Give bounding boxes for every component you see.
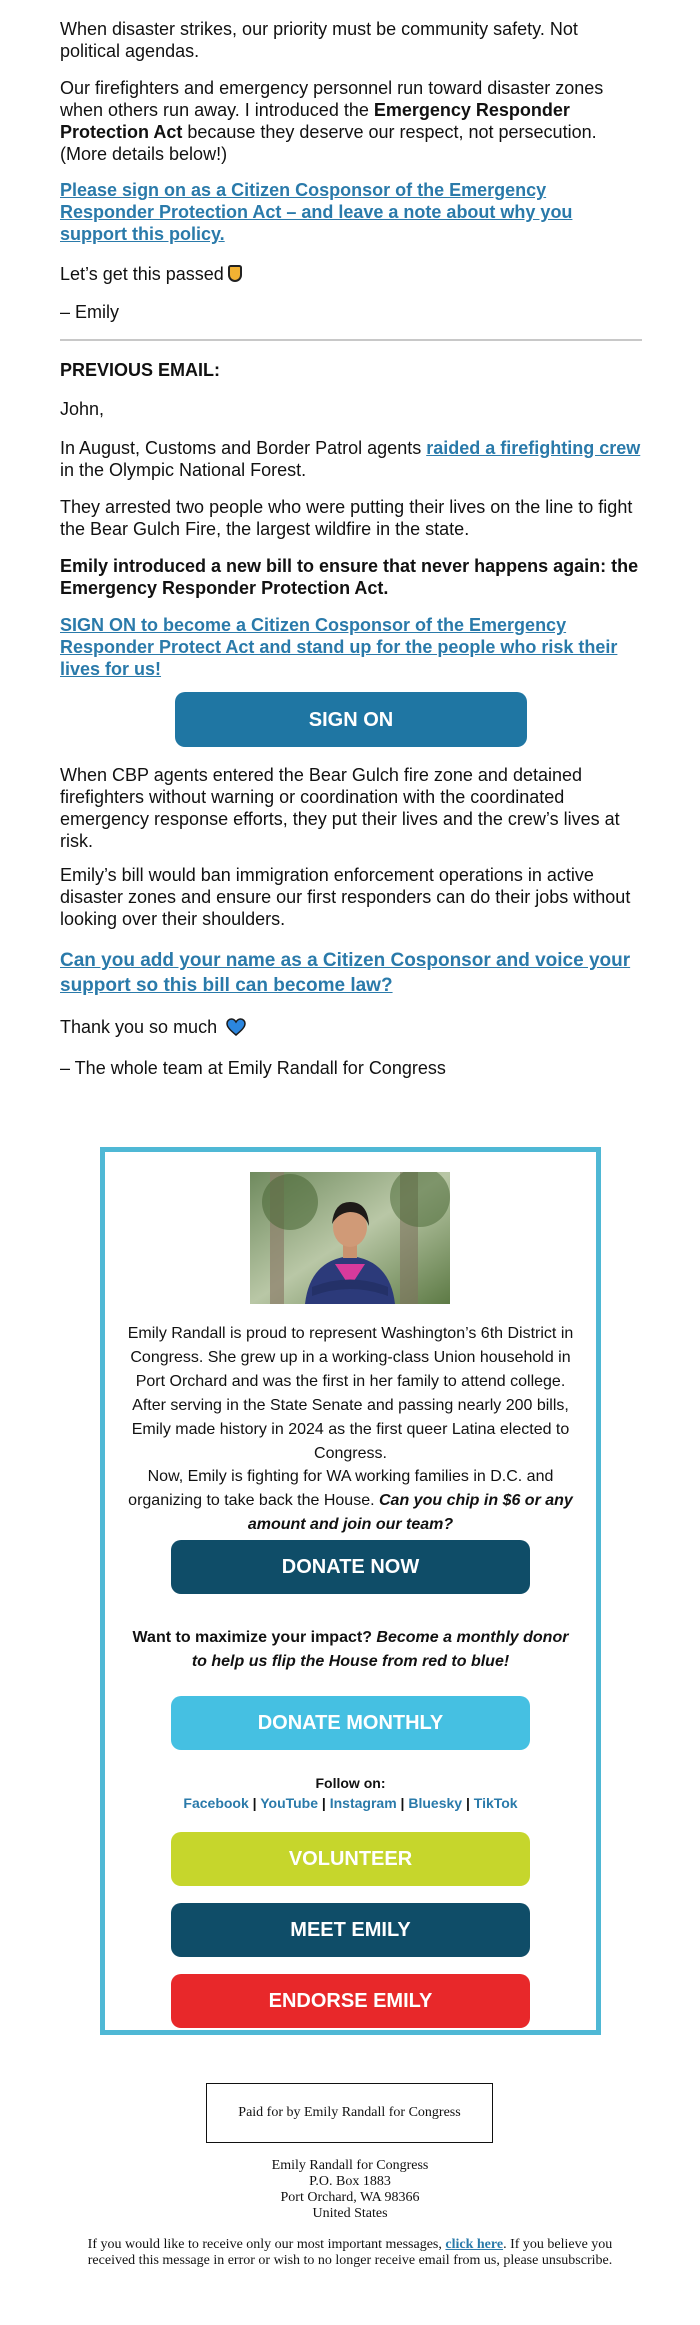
monthly-text-b: Become a monthly donor to help us flip the House from red to blue! — [191, 1629, 569, 1670]
address-line-4: United States — [312, 2206, 388, 2221]
address-line-1: Emily Randall for Congress — [271, 2158, 429, 2173]
unsub-text-b: . If you believe you received this message in error or wish to no longer receive email from us, please unsubscribe. — [87, 2237, 613, 2268]
sign-on-link[interactable]: SIGN ON to become a Citizen Cosponsor of the Emergency Responder Protect Act and stand up for the people who risk their lives for us! — [60, 615, 618, 679]
shield-emoji-icon — [228, 265, 242, 282]
youtube-link[interactable]: YouTube — [260, 1795, 319, 1811]
cosponsor-link-2[interactable]: Can you add your name as a Citizen Cosponsor and voice your support so this bill can become law? — [60, 950, 631, 996]
prev-p1-text-b: in the Olympic National Forest. — [60, 460, 307, 480]
address-line-2: P.O. Box 1883 — [309, 2174, 391, 2189]
team-signature: – The whole team at Emily Randall for Congress — [60, 1058, 446, 1078]
raided-crew-link[interactable]: raided a firefighting crew — [426, 438, 641, 458]
emily-photo — [250, 1172, 450, 1304]
intro-p2-text-a: Our firefighters and emergency personnel run toward disaster zones when others run away. I introduced the — [60, 78, 604, 120]
follow-on-label: Follow on: — [315, 1775, 386, 1791]
signature-emily: – Emily — [60, 302, 120, 322]
candidate-card — [100, 1147, 601, 2035]
previous-paragraph-2: They arrested two people who were putting their lives on the line to fight the Bear Gulch Fire, the largest wildfire in the state. — [60, 497, 633, 539]
endorse-emily-button[interactable]: ENDORSE EMILY — [171, 1974, 530, 2028]
intro-cta-paragraph — [60, 179, 642, 245]
lets-text: Let’s get this passed — [60, 264, 224, 284]
intro-p2-text-b: because they deserve our respect, not persecution. (More details below!) — [60, 122, 597, 164]
blue-heart-emoji-icon — [226, 1018, 246, 1036]
sign-on-button[interactable]: SIGN ON — [175, 692, 527, 747]
previous-cta-paragraph-2 — [60, 948, 642, 998]
thanks-text: Thank you so much — [60, 1017, 218, 1037]
facebook-link[interactable]: Facebook — [183, 1795, 249, 1811]
monthly-paragraph — [125, 1626, 576, 1674]
bio-paragraph: Emily Randall is proud to represent Washington’s 6th District in Congress. She grew up in a working-class Union household in Port Orchard and was the first in her family to attend college. After serving in the State Senate and passing nearly 200 bills, Emily made history in 2024 as the first queer Latina elected to Congress. — [127, 1325, 574, 1462]
lets-get-this-passed — [60, 263, 642, 285]
previous-paragraph-4: When CBP agents entered the Bear Gulch fire zone and detained firefighters without warning or coordination with the coordinated emergency response efforts, they put their lives and the crew’s lives at risk. — [60, 765, 620, 851]
prev-p1-text-a: In August, Customs and Border Patrol agents — [60, 438, 427, 458]
monthly-text-a: Want to maximize your impact? — [132, 1629, 377, 1646]
instagram-link[interactable]: Instagram — [329, 1795, 397, 1811]
unsub-text-a: If you would like to receive only our most important messages, — [87, 2237, 446, 2252]
social-links: Facebook | YouTube | Instagram | Bluesky | TikTok — [183, 1795, 518, 1811]
previous-cta-paragraph — [60, 614, 642, 680]
greeting: John, — [60, 399, 105, 419]
previous-paragraph-1 — [60, 437, 642, 481]
mailing-address — [0, 2158, 700, 2222]
address-line-3: Port Orchard, WA 98366 — [280, 2190, 420, 2205]
donate-now-button[interactable]: DONATE NOW — [171, 1540, 530, 1594]
bluesky-link[interactable]: Bluesky — [408, 1795, 463, 1811]
thank-you — [60, 1016, 642, 1038]
previous-email-heading: PREVIOUS EMAIL: — [60, 360, 221, 380]
volunteer-button[interactable]: VOLUNTEER — [171, 1832, 530, 1886]
previous-paragraph-5: Emily’s bill would ban immigration enforcement operations in active disaster zones and ensure our first responders can do their jobs without looking over their shoulders. — [60, 865, 631, 929]
fight-paragraph — [125, 1465, 576, 1537]
intro-paragraph-1: When disaster strikes, our priority must be community safety. Not political agendas. — [60, 19, 578, 61]
click-here-link[interactable]: click here — [445, 2237, 504, 2252]
paid-for-box: Paid for by Emily Randall for Congress — [206, 2083, 493, 2143]
divider — [60, 339, 642, 341]
tiktok-link[interactable]: TikTok — [473, 1795, 518, 1811]
unsubscribe-notice — [80, 2237, 620, 2269]
cosponsor-link-1[interactable]: Please sign on as a Citizen Cosponsor of the Emergency Responder Protection Act – and leave a note about why you support this policy. — [60, 180, 573, 244]
intro-paragraph-2 — [60, 77, 642, 165]
fight-text-b: Can you chip in $6 or any amount and join our team? — [247, 1492, 573, 1533]
previous-paragraph-3: Emily introduced a new bill to ensure that never happens again: the Emergency Responder Protection Act. — [60, 556, 639, 598]
meet-emily-button[interactable]: MEET EMILY — [171, 1903, 530, 1957]
intro-p2-bold: Emergency Responder Protection Act — [60, 100, 570, 142]
donate-monthly-button[interactable]: DONATE MONTHLY — [171, 1696, 530, 1750]
fight-text-a: Now, Emily is fighting for WA working families in D.C. and organizing to take back the House. — [128, 1468, 554, 1509]
